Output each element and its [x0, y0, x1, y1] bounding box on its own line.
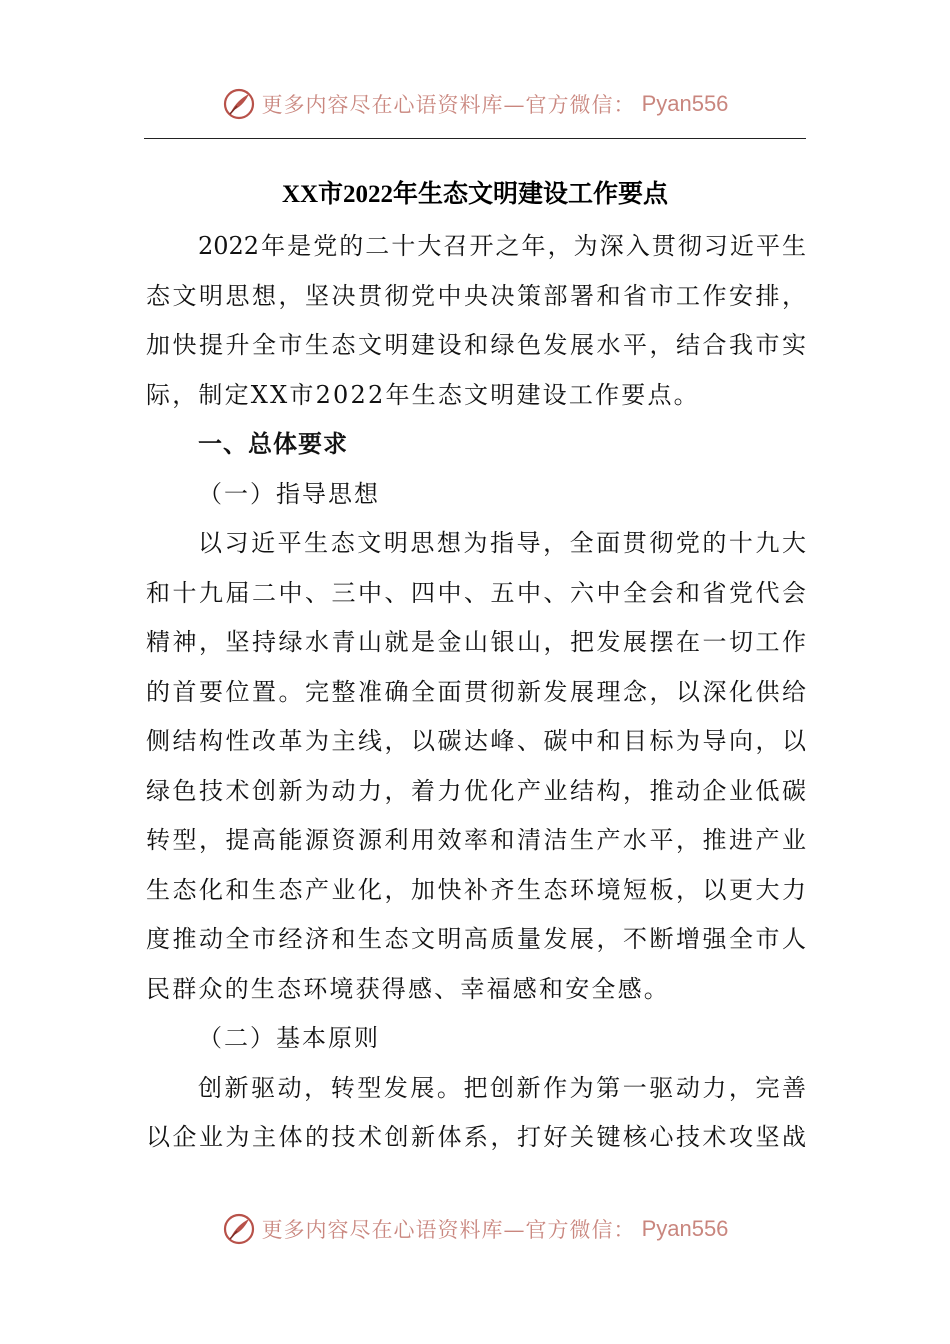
body-line: 民群众的生态环境获得感、幸福感和安全感。 [146, 974, 670, 1003]
watermark-wechat-id: Pyan556 [641, 1216, 729, 1241]
body-line: 度推动全市经济和生态文明高质量发展，不断增强全市人 [146, 925, 806, 953]
body-line: 绿色技术创新为动力，着力优化产业结构，推动企业低碳 [146, 776, 806, 805]
body-line: 生态化和生态产业化，加快补齐生态环境短板，以更大力 [146, 875, 806, 904]
intro-line: 际，制定XX市2022年生态文明建设工作要点。 [146, 380, 700, 409]
body-line: 和十九届二中、三中、四中、五中、六中全会和省党代会 [146, 578, 806, 607]
body-line: 以习近平生态文明思想为指导，全面贯彻党的十九大 [198, 529, 806, 557]
subsection-heading: （一）指导思想 [198, 479, 380, 508]
watermark-top [0, 84, 950, 124]
body-line: 以企业为主体的技术创新体系，打好关键核心技术攻坚战 [146, 1123, 806, 1151]
document-title: XX市2022年生态文明建设工作要点 [281, 181, 669, 208]
document-body [146, 222, 806, 1163]
body-line: 的首要位置。完整准确全面贯彻新发展理念，以深化供给 [146, 677, 806, 706]
watermark-bottom [0, 1209, 950, 1249]
intro-line: 加快提升全市生态文明建设和绿色发展水平，结合我市实 [146, 331, 806, 359]
subsection-heading: （二）基本原则 [198, 1024, 380, 1052]
body-line: 精神，坚持绿水青山就是金山银山，把发展摆在一切工作 [146, 628, 806, 656]
watermark-wechat-id: Pyan556 [641, 91, 729, 116]
feather-quill-logo-icon [222, 87, 256, 121]
section-heading: 一、总体要求 [198, 430, 348, 458]
body-line: 转型，提高能源资源利用效率和清洁生产水平，推进产业 [146, 826, 806, 854]
feather-quill-logo-icon [222, 1212, 256, 1246]
body-line: 侧结构性改革为主线，以碳达峰、碳中和目标为导向，以 [146, 727, 806, 755]
watermark-text: 更多内容尽在心语资料库—官方微信： [261, 93, 636, 117]
body-line: 创新驱动，转型发展。把创新作为第一驱动力，完善 [198, 1073, 806, 1102]
intro-line: 态文明思想，坚决贯彻党中央决策部署和省市工作安排， [146, 281, 806, 310]
intro-line: 2022年是党的二十大召开之年，为深入贯彻习近平生 [198, 232, 806, 260]
watermark-text: 更多内容尽在心语资料库—官方微信： [261, 1218, 636, 1242]
header-rule [144, 138, 806, 139]
